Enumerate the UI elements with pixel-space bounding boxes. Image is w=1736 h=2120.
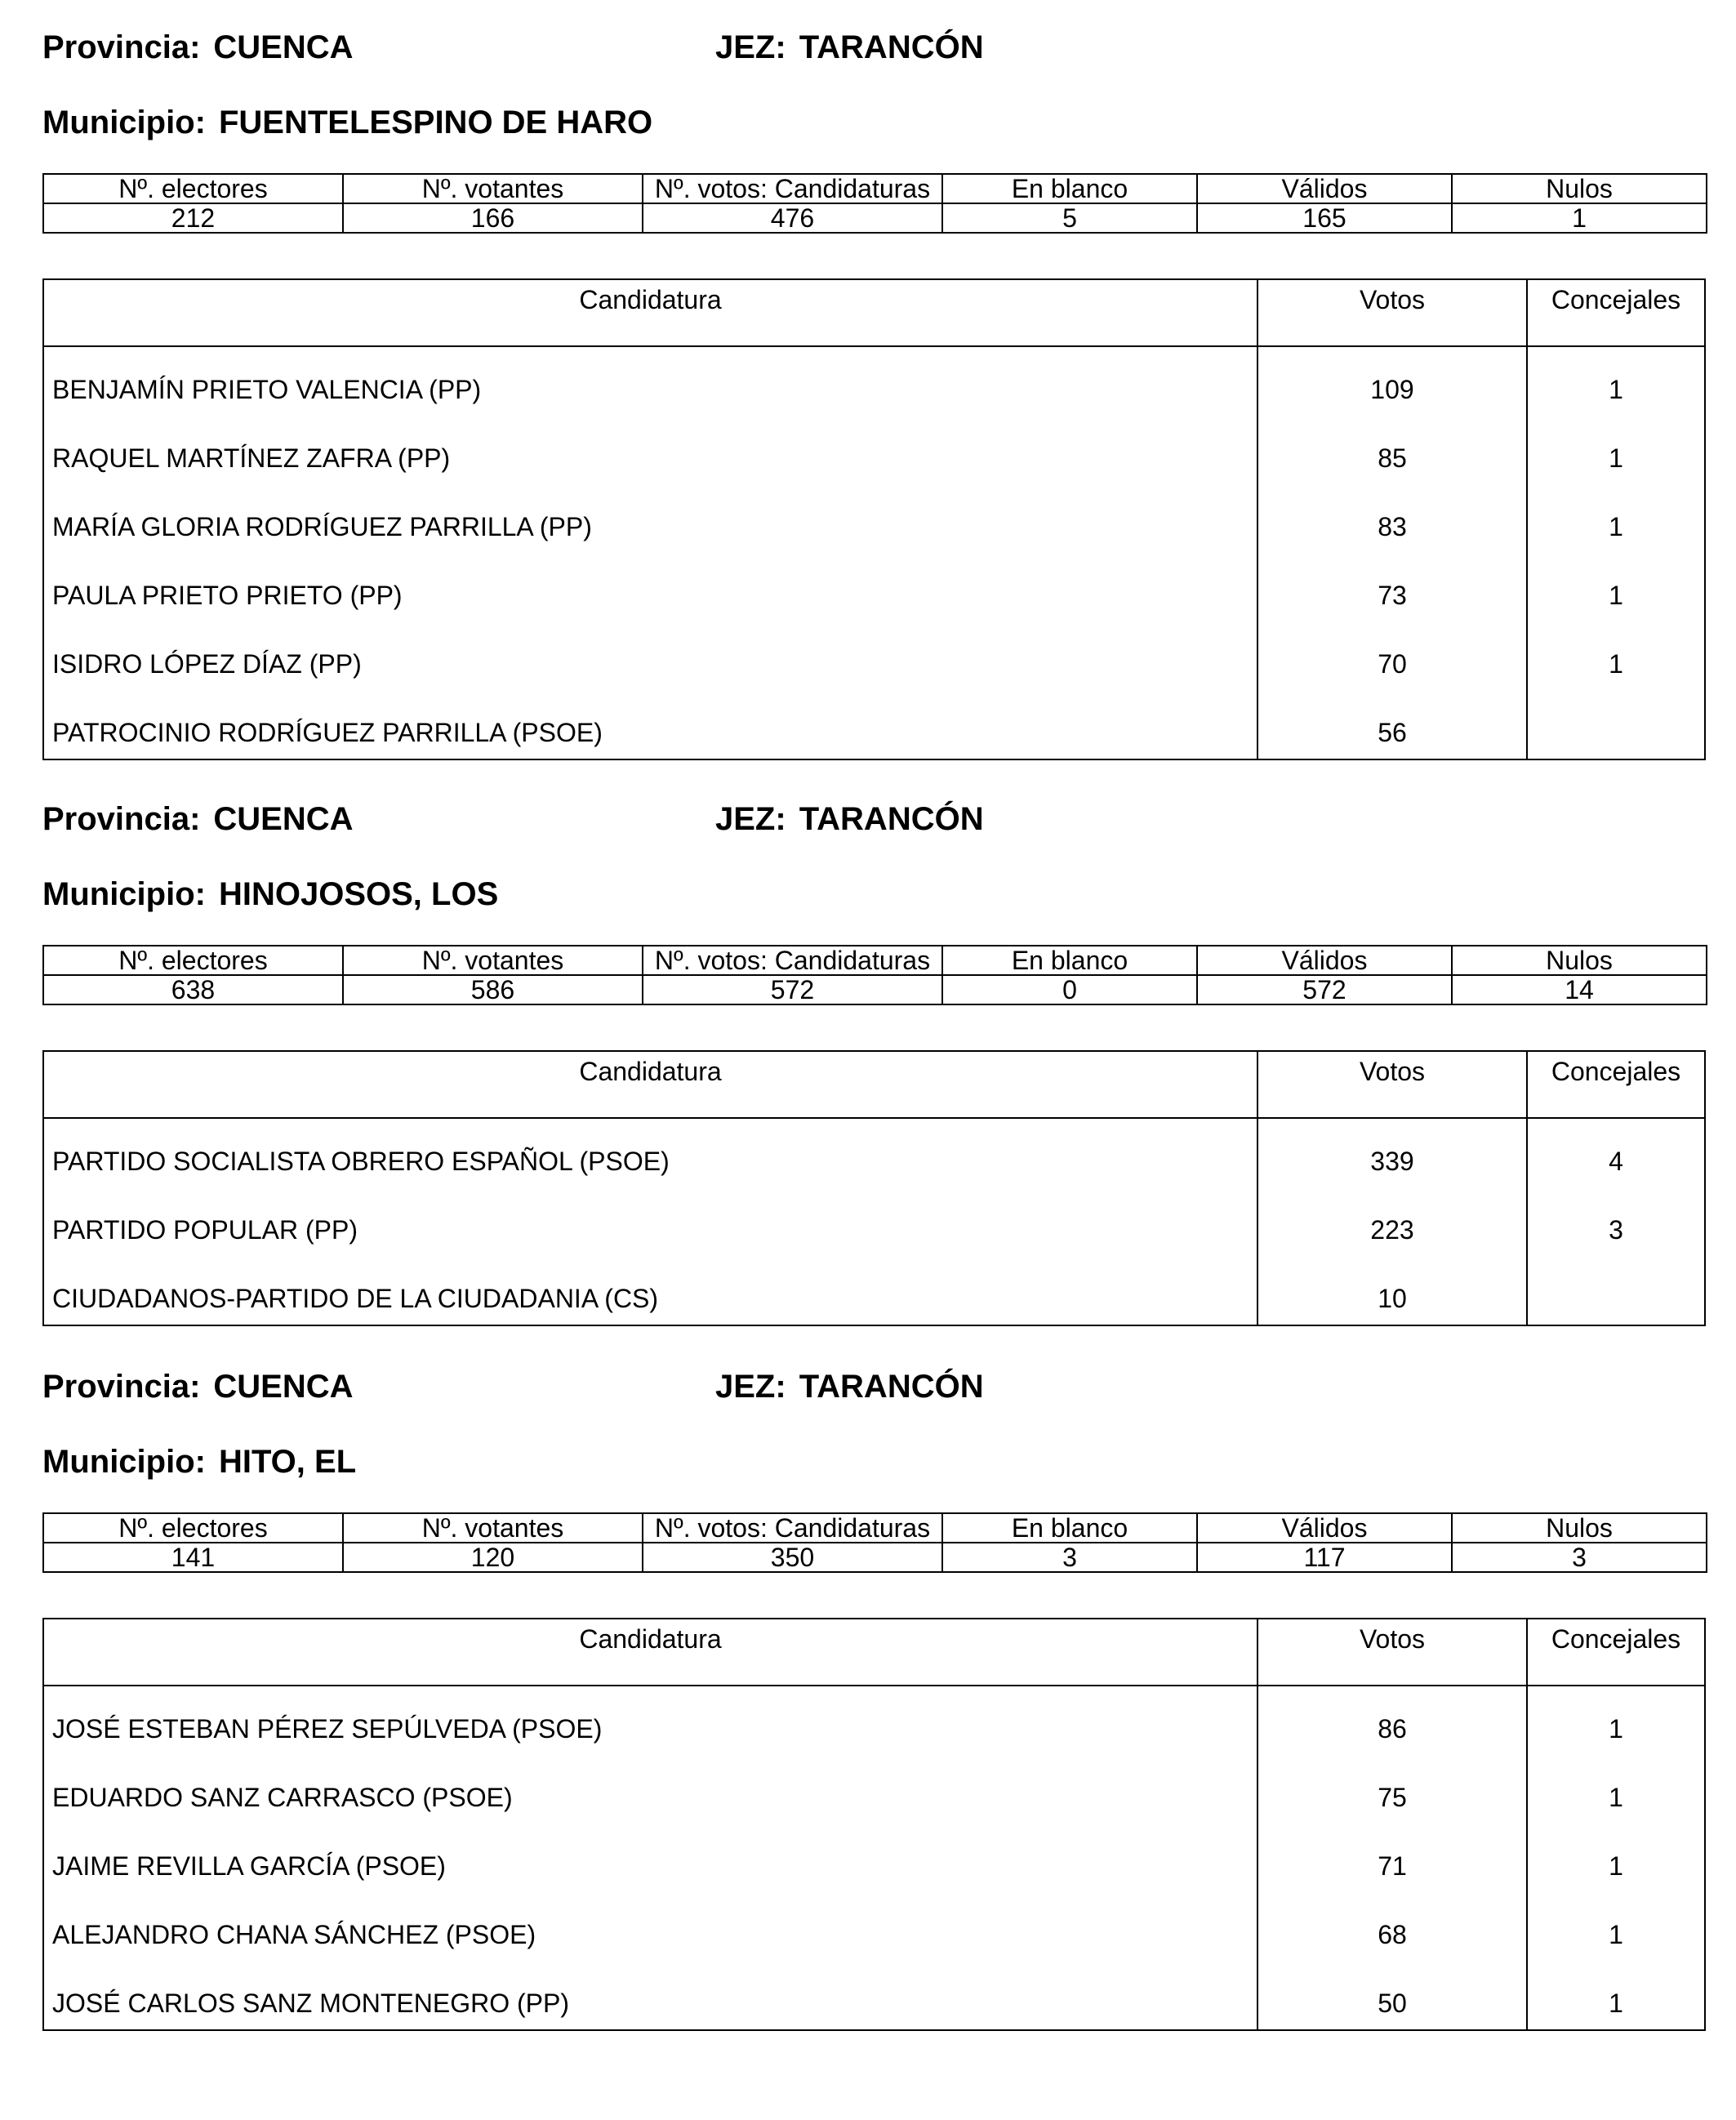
municipio-label: Municipio:	[42, 1444, 206, 1480]
candidate-concejales: 1	[1609, 443, 1623, 473]
summary-en-blanco: 3	[942, 1543, 1197, 1572]
table-row	[44, 553, 1704, 621]
summary-header-votantes: Nº. votantes	[343, 174, 643, 203]
municipio-heading	[42, 1445, 356, 1478]
municipio-heading	[42, 106, 652, 139]
candidate-name: RAQUEL MARTÍNEZ ZAFRA (PP)	[52, 443, 451, 473]
candidatura-table	[42, 1050, 1706, 1326]
summary-header-electores: Nº. electores	[43, 1513, 343, 1543]
candidate-name: JOSÉ ESTEBAN PÉREZ SEPÚLVEDA (PSOE)	[52, 1714, 603, 1744]
table-row	[44, 621, 1704, 690]
provincia-heading	[42, 31, 354, 64]
candidate-votos: 10	[1378, 1284, 1407, 1313]
summary-header-row	[43, 946, 1707, 975]
table-row	[44, 1119, 1704, 1187]
summary-en-blanco: 0	[942, 975, 1197, 1004]
candidate-concejales: 1	[1609, 1920, 1623, 1949]
table-row	[44, 1961, 1704, 2029]
provincia-label: Provincia:	[42, 1369, 201, 1405]
table-row	[44, 1686, 1704, 1755]
candidate-name: BENJAMÍN PRIETO VALENCIA (PP)	[52, 375, 482, 404]
candidate-votos: 73	[1378, 581, 1407, 610]
summary-header-nulos: Nulos	[1452, 946, 1707, 975]
votos-header: Votos	[1359, 1057, 1426, 1086]
provincia-label: Provincia:	[42, 29, 201, 65]
candidatura-header-row	[44, 1052, 1704, 1119]
summary-validos: 117	[1197, 1543, 1452, 1572]
candidate-votos: 50	[1378, 1989, 1407, 2018]
votos-header: Votos	[1359, 285, 1426, 314]
provincia-heading	[42, 803, 354, 835]
candidate-votos: 86	[1378, 1714, 1407, 1744]
summary-votos-candidaturas: 572	[643, 975, 942, 1004]
candidate-concejales: 1	[1609, 649, 1623, 679]
table-row	[44, 416, 1704, 484]
jez-heading	[715, 803, 984, 835]
provincia-label: Provincia:	[42, 801, 201, 837]
provincia-heading	[42, 1370, 354, 1403]
municipio-label: Municipio:	[42, 105, 206, 140]
summary-votantes: 166	[343, 203, 643, 233]
summary-header-votos-candidaturas: Nº. votos: Candidaturas	[643, 1513, 942, 1543]
table-row	[44, 1755, 1704, 1824]
summary-header-en-blanco: En blanco	[942, 174, 1197, 203]
summary-header-en-blanco: En blanco	[942, 946, 1197, 975]
summary-table	[42, 173, 1707, 234]
candidate-votos: 85	[1378, 443, 1407, 473]
summary-validos: 572	[1197, 975, 1452, 1004]
candidate-concejales: 1	[1609, 1851, 1623, 1881]
table-row	[44, 347, 1704, 416]
municipio-heading	[42, 878, 498, 911]
candidate-concejales: 1	[1609, 1783, 1623, 1812]
summary-header-electores: Nº. electores	[43, 174, 343, 203]
summary-header-validos: Válidos	[1197, 946, 1452, 975]
votos-header: Votos	[1359, 1624, 1426, 1654]
candidate-name: MARÍA GLORIA RODRÍGUEZ PARRILLA (PP)	[52, 512, 592, 541]
candidate-votos: 75	[1378, 1783, 1407, 1812]
table-row	[44, 1892, 1704, 1961]
candidate-concejales: 1	[1609, 1714, 1623, 1744]
candidate-name: PARTIDO SOCIALISTA OBRERO ESPAÑOL (PSOE)	[52, 1147, 670, 1176]
candidatura-header: Candidatura	[579, 1057, 722, 1086]
candidate-concejales: 1	[1609, 581, 1623, 610]
summary-nulos: 14	[1452, 975, 1707, 1004]
candidate-votos: 109	[1370, 375, 1414, 404]
summary-header-electores: Nº. electores	[43, 946, 343, 975]
provincia-value: CUENCA	[213, 1369, 354, 1405]
candidate-votos: 223	[1370, 1215, 1414, 1245]
summary-header-nulos: Nulos	[1452, 1513, 1707, 1543]
jez-heading	[715, 1370, 984, 1403]
summary-value-row	[43, 203, 1707, 233]
municipio-value: HITO, EL	[218, 1444, 357, 1480]
candidate-votos: 71	[1378, 1851, 1407, 1881]
candidate-name: JAIME REVILLA GARCÍA (PSOE)	[52, 1851, 446, 1881]
candidatura-table	[42, 278, 1706, 760]
jez-label: JEZ:	[715, 1369, 786, 1405]
candidate-votos: 68	[1378, 1920, 1407, 1949]
summary-header-validos: Válidos	[1197, 174, 1452, 203]
jez-value: TARANCÓN	[799, 1369, 984, 1405]
summary-votos-candidaturas: 350	[643, 1543, 942, 1572]
summary-header-nulos: Nulos	[1452, 174, 1707, 203]
candidatura-header-row	[44, 1619, 1704, 1686]
candidate-concejales: 1	[1609, 375, 1623, 404]
jez-value: TARANCÓN	[799, 29, 984, 65]
candidate-votos: 339	[1370, 1147, 1414, 1176]
candidatura-header: Candidatura	[579, 285, 722, 314]
summary-votantes: 120	[343, 1543, 643, 1572]
candidate-name: CIUDADANOS-PARTIDO DE LA CIUDADANIA (CS)	[52, 1284, 659, 1313]
jez-label: JEZ:	[715, 801, 786, 837]
summary-value-row	[43, 1543, 1707, 1572]
candidate-name: ISIDRO LÓPEZ DÍAZ (PP)	[52, 649, 362, 679]
table-row	[44, 1824, 1704, 1892]
summary-header-en-blanco: En blanco	[942, 1513, 1197, 1543]
candidate-concejales: 1	[1609, 512, 1623, 541]
concejales-header: Concejales	[1551, 285, 1681, 314]
candidate-name: PARTIDO POPULAR (PP)	[52, 1215, 358, 1245]
table-row	[44, 484, 1704, 553]
candidate-name: ALEJANDRO CHANA SÁNCHEZ (PSOE)	[52, 1920, 536, 1949]
summary-header-votantes: Nº. votantes	[343, 1513, 643, 1543]
summary-electores: 141	[43, 1543, 343, 1572]
summary-table	[42, 1512, 1707, 1573]
summary-nulos: 3	[1452, 1543, 1707, 1572]
summary-nulos: 1	[1452, 203, 1707, 233]
summary-table	[42, 945, 1707, 1005]
candidate-votos: 70	[1378, 649, 1407, 679]
candidate-concejales: 4	[1609, 1147, 1623, 1176]
table-row	[44, 1187, 1704, 1256]
summary-header-row	[43, 174, 1707, 203]
jez-value: TARANCÓN	[799, 801, 984, 837]
summary-header-votantes: Nº. votantes	[343, 946, 643, 975]
table-row	[44, 1256, 1704, 1325]
provincia-value: CUENCA	[213, 29, 354, 65]
summary-electores: 212	[43, 203, 343, 233]
summary-value-row	[43, 975, 1707, 1004]
candidatura-header: Candidatura	[579, 1624, 722, 1654]
concejales-header: Concejales	[1551, 1624, 1681, 1654]
candidate-votos: 83	[1378, 512, 1407, 541]
jez-label: JEZ:	[715, 29, 786, 65]
candidate-name: EDUARDO SANZ CARRASCO (PSOE)	[52, 1783, 513, 1812]
summary-electores: 638	[43, 975, 343, 1004]
summary-header-row	[43, 1513, 1707, 1543]
summary-header-votos-candidaturas: Nº. votos: Candidaturas	[643, 946, 942, 975]
candidate-name: PATROCINIO RODRÍGUEZ PARRILLA (PSOE)	[52, 718, 603, 747]
municipio-label: Municipio:	[42, 876, 206, 912]
candidate-concejales: 3	[1609, 1215, 1623, 1245]
candidate-votos: 56	[1378, 718, 1407, 747]
municipio-value: FUENTELESPINO DE HARO	[218, 105, 653, 140]
summary-header-validos: Válidos	[1197, 1513, 1452, 1543]
candidate-name: PAULA PRIETO PRIETO (PP)	[52, 581, 403, 610]
summary-votos-candidaturas: 476	[643, 203, 942, 233]
summary-votantes: 586	[343, 975, 643, 1004]
summary-header-votos-candidaturas: Nº. votos: Candidaturas	[643, 174, 942, 203]
municipio-value: HINOJOSOS, LOS	[218, 876, 499, 912]
provincia-value: CUENCA	[213, 801, 354, 837]
summary-validos: 165	[1197, 203, 1452, 233]
summary-en-blanco: 5	[942, 203, 1197, 233]
concejales-header: Concejales	[1551, 1057, 1681, 1086]
candidate-name: JOSÉ CARLOS SANZ MONTENEGRO (PP)	[52, 1989, 569, 2018]
candidatura-table	[42, 1618, 1706, 2031]
candidatura-header-row	[44, 280, 1704, 347]
jez-heading	[715, 31, 984, 64]
table-row	[44, 690, 1704, 759]
candidate-concejales: 1	[1609, 1989, 1623, 2018]
